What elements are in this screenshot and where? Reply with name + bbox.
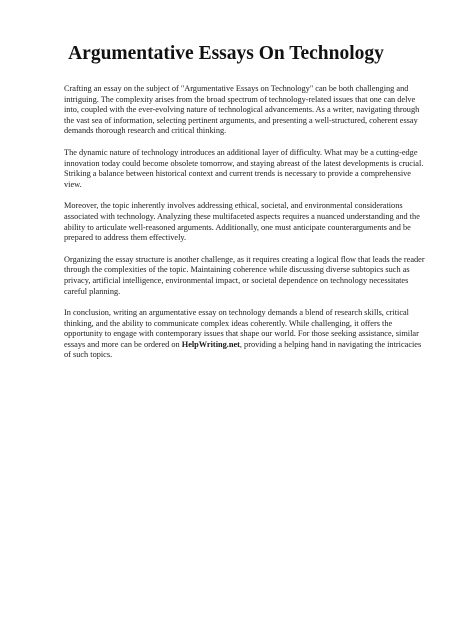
- conclusion-text-after: , providing a helping hand in navigating the intricacies of such topics.: [64, 339, 422, 360]
- paragraph-intro: Crafting an essay on the subject of "Argumentative Essays on Technology" can be both challenging and intriguing. The complexity arises from the broad spectrum of technology-related issues that one can delve into, coupled with the ever-evolving nature of technological advancements. As a writer, navigating through the vast sea of information, selecting pertinent arguments, and presenting a well-structured, coherent essay demands thorough research and critical thinking.: [64, 84, 420, 136]
- document-body: [64, 84, 426, 372]
- paragraph-structure: Organizing the essay structure is another challenge, as it requires creating a logical flow that leads the reader through the complexities of the topic. Maintaining coherence while discussing diverse subtopics such as privacy, artificial intelligence, environmental impact, or societal dependence on technology necessitates careful planning.: [64, 254, 425, 296]
- conclusion-text-before: In conclusion, writing an argumentative essay on technology demands a blend of research skills, critical thinking, and the ability to communicate complex ideas coherently. While challenging, it offers the opportunity to engage with contemporary issues that shape our world. For those seeking assistance, similar essays and more can be ordered on: [64, 308, 419, 349]
- document-title: Argumentative Essays On Technology: [68, 43, 384, 64]
- paragraph-conclusion: [64, 308, 426, 361]
- helpwriting-link[interactable]: HelpWriting.net: [181, 339, 240, 349]
- paragraph-ethical-considerations: Moreover, the topic inherently involves addressing ethical, societal, and environmental considerations associated with technology. Analyzing these multifaceted aspects requires a nuanced understanding and the ability to articulate well-reasoned arguments. Additionally, one must anticipate counterarguments and be prepared to address them effectively.: [64, 201, 420, 243]
- paragraph-dynamic-nature: The dynamic nature of technology introduces an additional layer of difficulty. What may be a cutting-edge innovation today could become obsolete tomorrow, and staying abreast of the latest developments is crucial. Striking a balance between historical context and current trends is necessary to provide a comprehensive view.: [64, 147, 424, 189]
